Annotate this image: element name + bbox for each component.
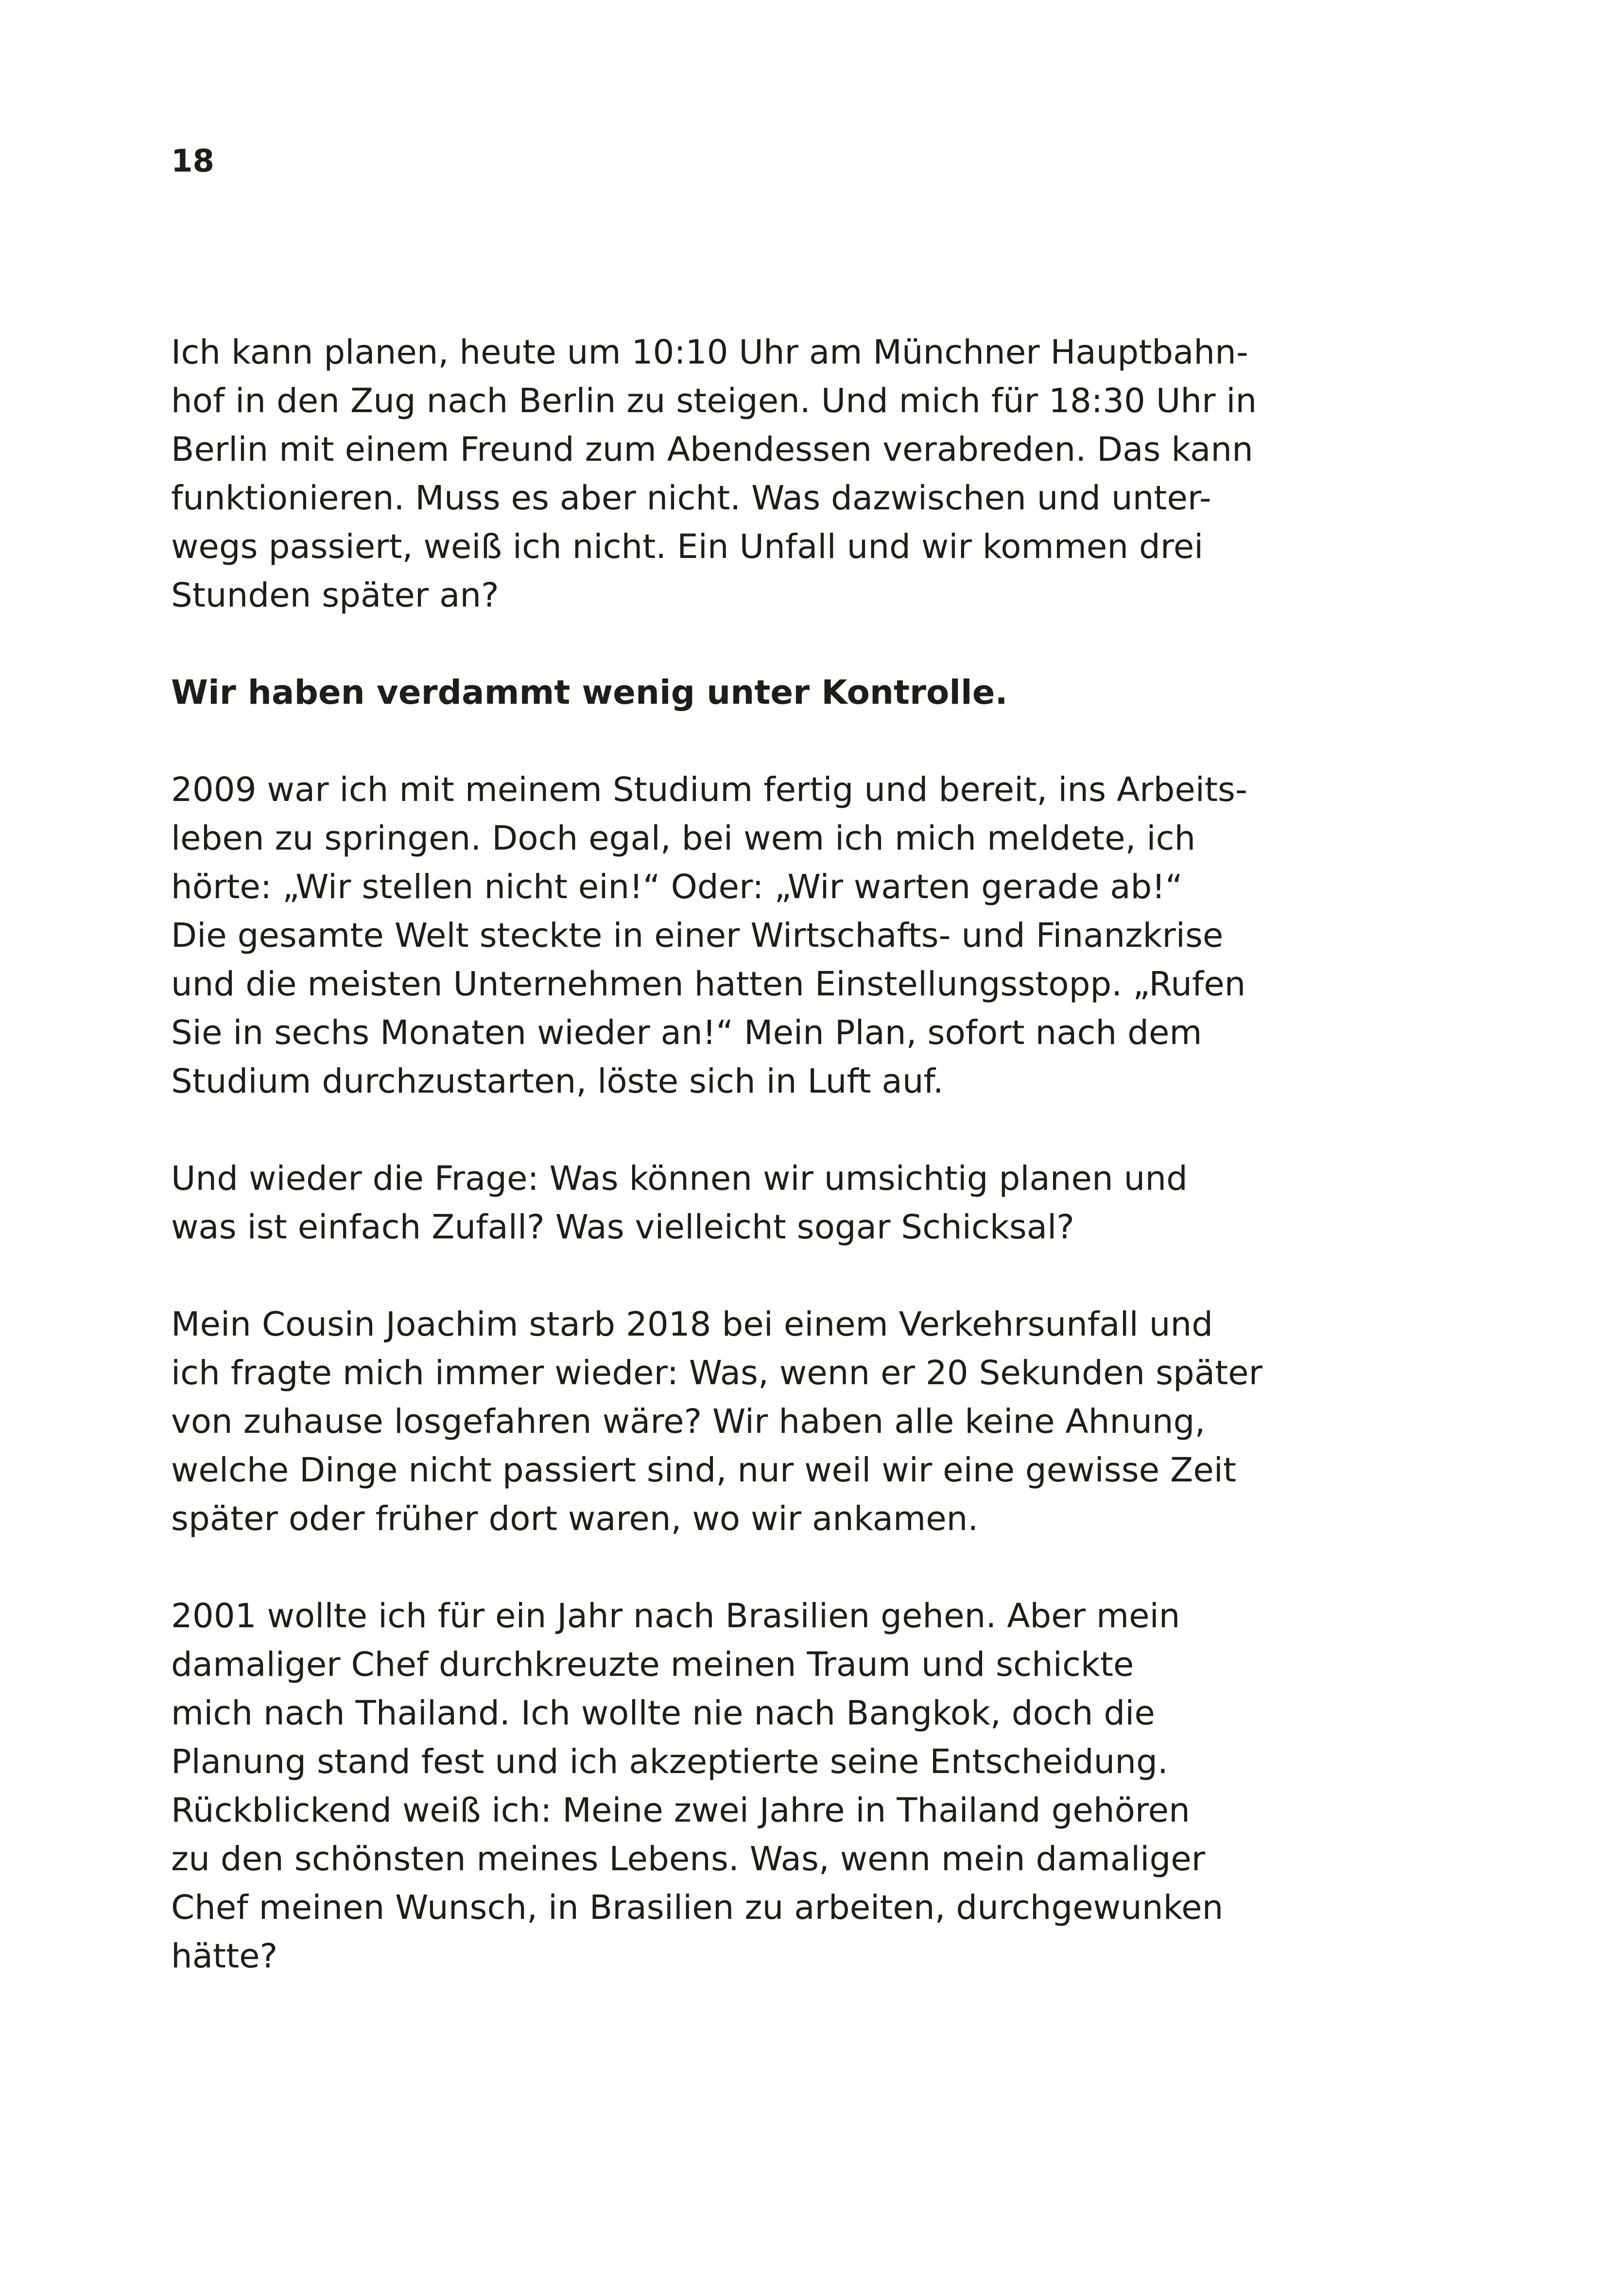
text-line: hätte?: [171, 1937, 278, 1976]
text-line: 2009 war ich mit meinem Studium fertig und bereit, ins Arbeits-: [171, 770, 1247, 809]
text-line: Ich kann planen, heute um 10:10 Uhr am Münchner Hauptbahn-: [171, 333, 1248, 372]
text-line: von zuhause losgefahren wäre? Wir haben alle keine Ahnung,: [171, 1402, 1206, 1441]
text-line: Die gesamte Welt steckte in einer Wirtschafts- und Finanzkrise: [171, 916, 1224, 955]
text-line: wegs passiert, weiß ich nicht. Ein Unfall und wir kommen drei: [171, 527, 1204, 566]
page-number: 18: [171, 143, 215, 179]
emphasis-line: Wir haben verdammt wenig unter Kontrolle.: [171, 673, 1008, 712]
text-line: hof in den Zug nach Berlin zu steigen. Und mich für 18:30 Uhr in: [171, 382, 1257, 420]
text-line: Planung stand fest und ich akzeptierte seine Entscheidung.: [171, 1742, 1168, 1781]
text-line: und die meisten Unternehmen hatten Einstellungsstopp. „Rufen: [171, 965, 1246, 1004]
text-line: später oder früher dort waren, wo wir ankamen.: [171, 1499, 979, 1538]
body-text: [171, 328, 1284, 2029]
text-line: hörte: „Wir stellen nicht ein!“ Oder: „Wir warten gerade ab!“: [171, 868, 1183, 906]
text-line: Chef meinen Wunsch, in Brasilien zu arbeiten, durchgewunken: [171, 1888, 1224, 1927]
paragraph: [171, 1154, 1284, 1252]
text-line: zu den schönsten meines Lebens. Was, wenn mein damaliger: [171, 1840, 1206, 1879]
text-line: ich fragte mich immer wieder: Was, wenn er 20 Sekunden später: [171, 1354, 1262, 1392]
text-line: 2001 wollte ich für ein Jahr nach Brasilien gehen. Aber mein: [171, 1597, 1180, 1635]
text-line: welche Dinge nicht passiert sind, nur weil wir eine gewisse Zeit: [171, 1451, 1236, 1490]
paragraph: [171, 1592, 1284, 1981]
text-line: damaliger Chef durchkreuzte meinen Traum und schickte: [171, 1645, 1134, 1684]
text-line: Berlin mit einem Freund zum Abendessen verabreden. Das kann: [171, 430, 1253, 469]
text-line: Rückblickend weiß ich: Meine zwei Jahre in Thailand gehören: [171, 1791, 1190, 1830]
text-line: Mein Cousin Joachim starb 2018 bei einem Verkehrsunfall und: [171, 1305, 1213, 1344]
text-line: was ist einfach Zufall? Was vielleicht sogar Schicksal?: [171, 1208, 1074, 1247]
text-line: leben zu springen. Doch egal, bei wem ich mich meldete, ich: [171, 819, 1196, 858]
emphasis-paragraph: [171, 668, 1284, 717]
paragraph: [171, 765, 1284, 1106]
text-line: mich nach Thailand. Ich wollte nie nach Bangkok, doch die: [171, 1694, 1155, 1733]
paragraph: [171, 328, 1284, 620]
text-line: Und wieder die Frage: Was können wir umsichtig planen und: [171, 1159, 1188, 1198]
text-line: funktionieren. Muss es aber nicht. Was dazwischen und unter-: [171, 479, 1211, 518]
paragraph: [171, 1300, 1284, 1543]
text-line: Stunden später an?: [171, 576, 499, 615]
text-line: Sie in sechs Monaten wieder an!“ Mein Plan, sofort nach dem: [171, 1013, 1202, 1052]
text-line: Studium durchzustarten, löste sich in Luft auf.: [171, 1062, 944, 1101]
